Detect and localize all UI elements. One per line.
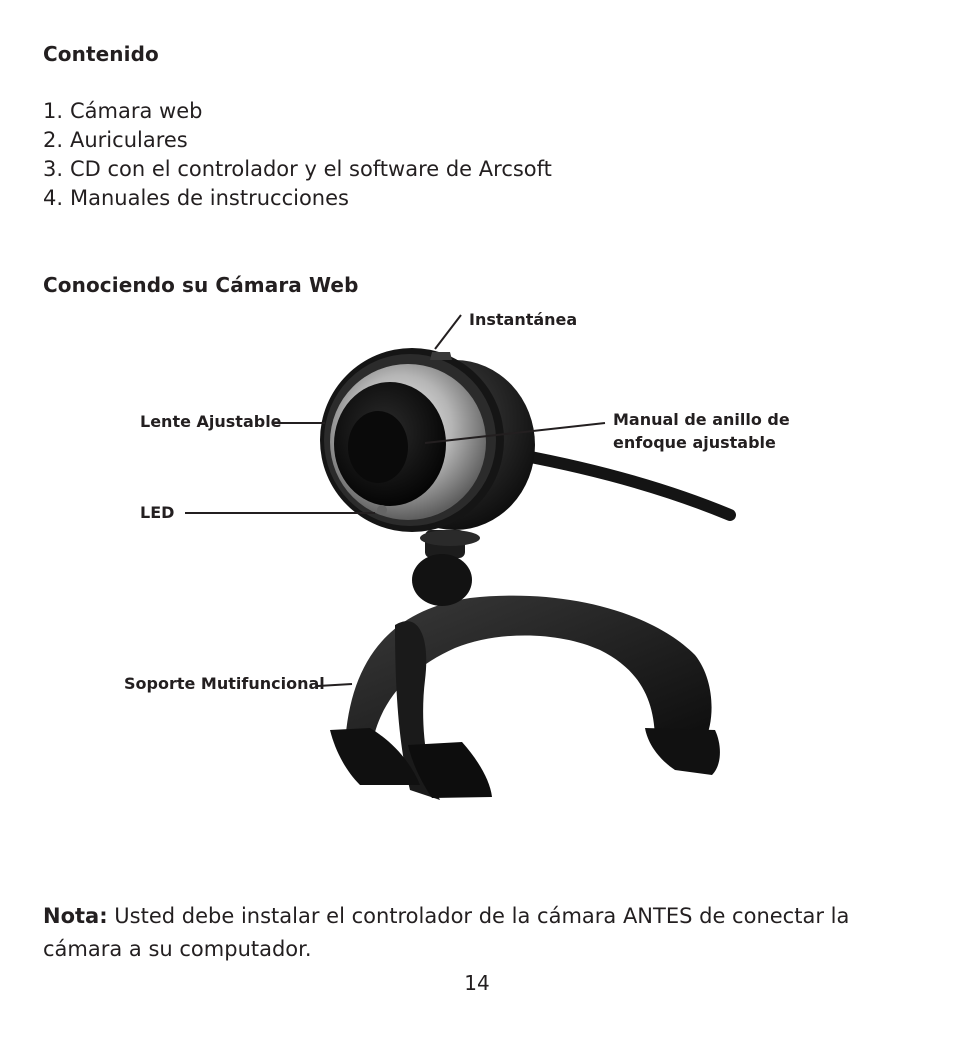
usb-cable — [520, 455, 730, 515]
list-item-text: Cámara web — [70, 99, 203, 123]
note-text: Usted debe instalar el controlador de la cámara ANTES de conectar la cámara a su computador. — [43, 904, 850, 961]
ball-joint — [412, 554, 472, 606]
led-indicator — [377, 505, 387, 515]
list-item-text: Manuales de instrucciones — [70, 186, 349, 210]
stand-shape — [330, 596, 720, 800]
page-number: 14 — [464, 971, 490, 995]
webcam-overview-heading: Conociendo su Cámara Web — [43, 273, 359, 297]
focus-ring-label — [613, 408, 790, 454]
focus-ring-label-line2: enfoque ajustable — [613, 433, 776, 452]
snapshot-callout-line — [435, 315, 461, 349]
stand-label: Soporte Mutifuncional — [124, 674, 325, 693]
snapshot-button — [430, 352, 452, 360]
focus-ring-label-line1: Manual de anillo de — [613, 410, 790, 429]
led-label: LED — [140, 503, 175, 522]
note-prefix: Nota: — [43, 904, 108, 928]
camera-body — [320, 348, 535, 532]
list-item-text: Auriculares — [70, 128, 188, 152]
install-note — [43, 900, 913, 966]
list-item-number: 1. — [43, 99, 64, 123]
list-item-number: 3. — [43, 157, 64, 181]
list-item-number: 2. — [43, 128, 64, 152]
list-item-number: 4. — [43, 186, 64, 210]
lens-label: Lente Ajustable — [140, 412, 282, 431]
snapshot-label: Instantánea — [469, 310, 578, 329]
contents-heading: Contenido — [43, 42, 159, 66]
list-item-text: CD con el controlador y el software de Arcsoft — [70, 157, 552, 181]
